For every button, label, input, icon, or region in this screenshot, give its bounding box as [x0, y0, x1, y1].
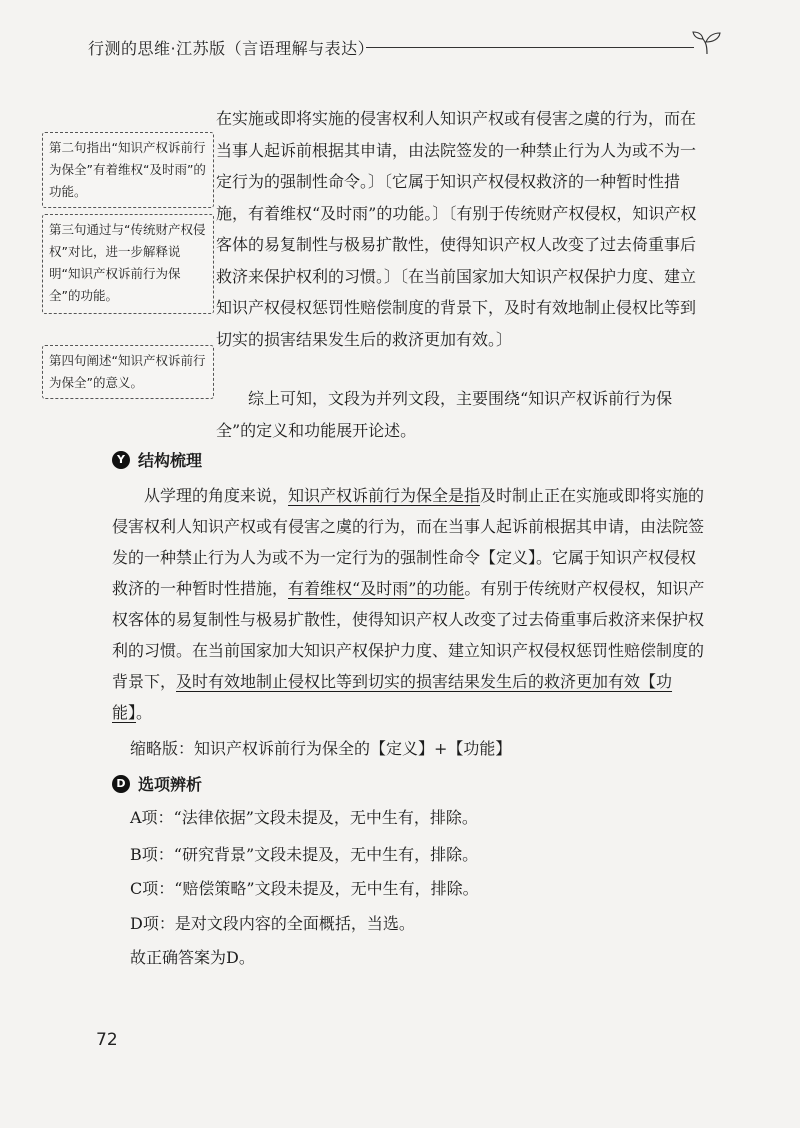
passage-continuation: 在实施或即将实施的侵害权利人知识产权或有侵害之虞的行为，而在当事人起诉前根据其申请，由法院签发的一种禁止行为人为或不为一定行为的强制性命令。〕〔它属于知识产权侵权救济的一种暂时性措施，有着维权“及时雨”的功能。〕〔有别于传统财产权侵权，知识产权客体的易复制性与极易扩散性，使得知识产权人改变了过去倚重事后救济来保护权利的习惯。〕〔在当前国家加大知识产权保护力度、建立知识产权侵权惩罚性赔偿制度的背景下，及时有效地制止侵权比等到切实的损害结果发生后的救济更加有效。〕 — [216, 109, 697, 349]
options-heading-text: 选项辨析 — [138, 775, 203, 794]
margin-note-sentence-3: 第三句通过与“传统财产权侵权”对比，进一步解释说明“知识产权诉前行为保全”的功能。 — [42, 214, 214, 314]
page-number: 72 — [96, 1030, 118, 1050]
structure-part-3: 及时制止正在实施或即将实施的侵害权利人知识产权或有侵害之虞的行为，而在当事人起诉前根据其申请，由法院签发的一种禁止行为人为或不为一定行为的强制性命令【定义】。它属于知识产权侵权救济的一种暂时性措施， — [112, 486, 705, 598]
answer-line: 故正确答案为D。 — [130, 948, 255, 967]
structure-badge-icon: Y — [112, 451, 130, 469]
header-rule — [366, 47, 694, 48]
structure-paragraph — [112, 480, 708, 728]
structure-heading-text: 结构梳理 — [138, 451, 203, 470]
margin-note-sentence-4: 第四句阐述“知识产权诉前行为保全”的意义。 — [42, 345, 214, 399]
passage-summary: 综上可知，文段为并列文段，主要围绕“知识产权诉前行为保全”的定义和功能展开论述。 — [216, 389, 673, 440]
structure-part-5: 。有别于传统财产权侵权，知识产权客体的易复制性与极易扩散性，使得知识产权人改变了过去倚重事后救济来保护权利的习惯。在当前国家加大知识产权保护力度、建立知识产权侵权惩罚性赔偿制度的背景下， — [112, 579, 705, 691]
structure-part-6-underlined: 及时有效地制止侵权比等到切实的损害结果发生后的救济更加有效【功能】 — [112, 672, 673, 722]
options-heading — [112, 772, 202, 795]
option-a: A项：“法律依据”文段未提及，无中生有，排除。 — [130, 808, 478, 827]
header-title: 行测的思维·江苏版（言语理解与表达） — [88, 39, 375, 58]
page-header — [88, 30, 728, 70]
structure-part-2-underlined: 知识产权诉前行为保全是指 — [288, 486, 481, 505]
structure-part-1: 从学理的角度来说， — [144, 486, 289, 505]
option-d: D项：是对文段内容的全面概括，当选。 — [130, 914, 415, 933]
structure-heading — [112, 448, 202, 471]
option-b: B项：“研究背景”文段未提及，无中生有，排除。 — [130, 845, 479, 864]
margin-note-sentence-2: 第二句指出“知识产权诉前行为保全”有着维权“及时雨”的功能。 — [42, 132, 214, 208]
structure-part-4-underlined: 有着维权“及时雨”的功能 — [288, 579, 465, 598]
options-badge-icon: D — [112, 775, 130, 793]
structure-part-7: 。 — [136, 703, 153, 722]
option-c: C项：“赔偿策略”文段未提及，无中生有，排除。 — [130, 879, 479, 898]
structure-short-version: 缩略版：知识产权诉前行为保全的【定义】+【功能】 — [130, 739, 512, 758]
sprout-icon — [692, 30, 722, 56]
